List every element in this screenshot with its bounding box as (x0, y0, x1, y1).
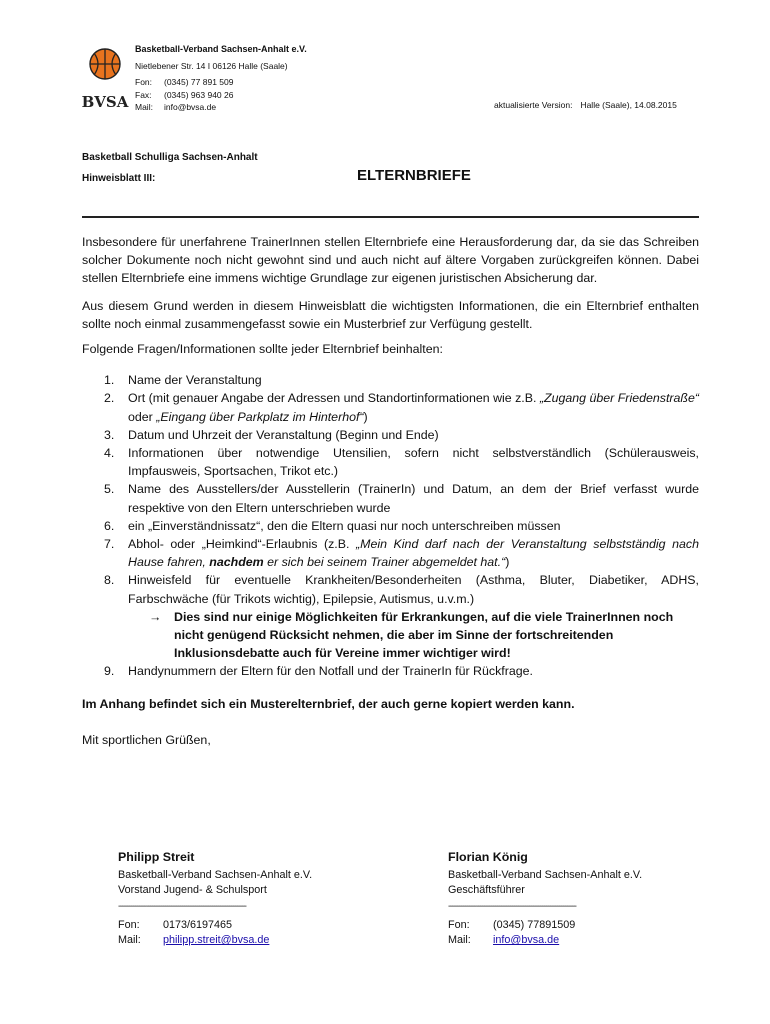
bvsa-logo (81, 46, 129, 112)
fax-value: (0345) 963 940 26 (164, 89, 234, 100)
header-divider (82, 216, 699, 218)
email-link[interactable]: philipp.streit@bvsa.de (163, 934, 270, 946)
league-name: Basketball Schulliga Sachsen-Anhalt (82, 152, 258, 163)
org-name: Basketball-Verband Sachsen-Anhalt e.V. (135, 44, 307, 54)
signer-name: Philipp Streit (118, 850, 195, 864)
logo-text: BVSA (81, 93, 129, 111)
mail-label: Mail: (118, 934, 141, 946)
fon-value: 0173/6197465 (163, 918, 233, 931)
fon-label: Fon: (135, 77, 153, 87)
list-item: 6. ein „Einverständnissatz“, den die Eltern quasi nur noch unterschreiben müssen (104, 518, 561, 533)
fon-label: Fon: (118, 918, 140, 931)
list-item: 7. Abhol- oder „Heimkind“-Erlaubnis (z.B. „Mein Kind darf nach der Veranstaltung selbstständig nach Hause fahren, nachdem er sich bei seinem Trainer abgemeldet hat.“) (104, 537, 699, 570)
paragraph-2: Aus diesem Grund werden in diesem Hinweisblatt die wichtigsten Informationen, die ein Elternbrief enthalten sollte noch einmal zusammengefasst sowie ein Musterbrief zur Verfügung gestellt. (82, 298, 699, 331)
signer-org: Basketball-Verband Sachsen-Anhalt e.V. (448, 868, 643, 881)
version-label: aktualisierte Version: (494, 100, 573, 110)
email-link[interactable]: info@bvsa.de (493, 934, 560, 946)
fon-label: Fon: (448, 918, 470, 931)
list-item: 8. Hinweisfeld für eventuelle Krankheiten/Besonderheiten (Asthma, Bluter, Diabetiker, ADHS, Farbschwäche (für Trikots wichtig), Epilepsie, Autismus, u.v.m.) (104, 573, 699, 606)
signature-divider: ------------------------------------------------------------ (118, 900, 246, 912)
signer-org: Basketball-Verband Sachsen-Anhalt e.V. (118, 868, 313, 881)
annex-note: Im Anhang befindet sich ein Musterelternbrief, der auch gerne kopiert werden kann. (82, 696, 575, 711)
version-value: Halle (Saale), 14.08.2015 (580, 100, 677, 110)
fon-value: (0345) 77 891 509 (164, 77, 234, 87)
fax-label: Fax: (135, 89, 152, 100)
letter-body (82, 233, 699, 749)
list-intro: Folgende Fragen/Informationen sollte jeder Elternbrief beinhalten: (82, 342, 443, 357)
illness-note (82, 608, 699, 663)
mail-label: Mail: (135, 102, 153, 112)
signature-left (118, 850, 368, 949)
paragraph-1: Insbesondere für unerfahrene TrainerInnen stellen Elternbriefe eine Herausforderung dar, da sie das Schreiben solcher Dokumente noch nicht gewohnt sind und auch nicht auf ältere Vorgaben zurückgreifen können. Dabei stellen Elternbriefe eine immens wichtige Grundlage zur eigenen juristischen Absicherung dar. (82, 235, 699, 286)
signer-role: Geschäftsführer (448, 884, 525, 896)
basketball-icon (81, 46, 129, 112)
closing-greeting: Mit sportlichen Grüßen, (82, 732, 211, 747)
list-item: 5. Name des Ausstellers/der Ausstellerin (TrainerIn) und Datum, an dem der Brief verfasst wurde respektive von den Eltern unterschrieben wurde (104, 482, 699, 515)
list-item: 9. Handynummern der Eltern für den Notfall und der TrainerIn für Rückfrage. (104, 664, 533, 679)
sheet-label: Hinweisblatt III: (82, 173, 156, 184)
list-item: 2. Ort (mit genauer Angabe der Adressen und Standortinformationen wie z.B. „Zugang über Friedenstraße“ oder „Eingang über Parkplatz im Hinterhof“) (104, 391, 699, 424)
list-item: 1. Name der Veranstaltung (104, 373, 262, 388)
contact-block (135, 76, 233, 114)
arrow-right-icon: → (149, 609, 162, 624)
note-text: Dies sind nur einige Möglichkeiten für Erkrankungen, auf die viele TrainerInnen noch nicht genügend Rücksicht nehmen, die aber im Sinne der fortschreitenden Inklusionsdebatte auch für Vereine immer wichtiger wird! (174, 609, 674, 661)
mail-value: info@bvsa.de (164, 102, 217, 112)
mail-label: Mail: (448, 934, 471, 946)
document-title: ELTERNBRIEFE (357, 167, 471, 184)
signer-name: Florian König (448, 850, 528, 864)
list-item: 3. Datum und Uhrzeit der Veranstaltung (Beginn und Ende) (104, 427, 439, 442)
org-address: Nietlebener Str. 14 I 06126 Halle (Saale) (135, 61, 288, 71)
signer-role: Vorstand Jugend- & Schulsport (118, 884, 267, 896)
requirements-list (82, 371, 699, 608)
signature-divider: ------------------------------------------------------------ (448, 900, 576, 912)
list-item: 4. Informationen über notwendige Utensilien, sofern nicht selbstverständlich (Schülerausweis, Impfausweis, Sportsachen, Trikot etc.) (104, 446, 699, 479)
version-info (494, 100, 677, 110)
signature-right (448, 850, 698, 949)
fon-value: (0345) 77891509 (493, 918, 576, 931)
